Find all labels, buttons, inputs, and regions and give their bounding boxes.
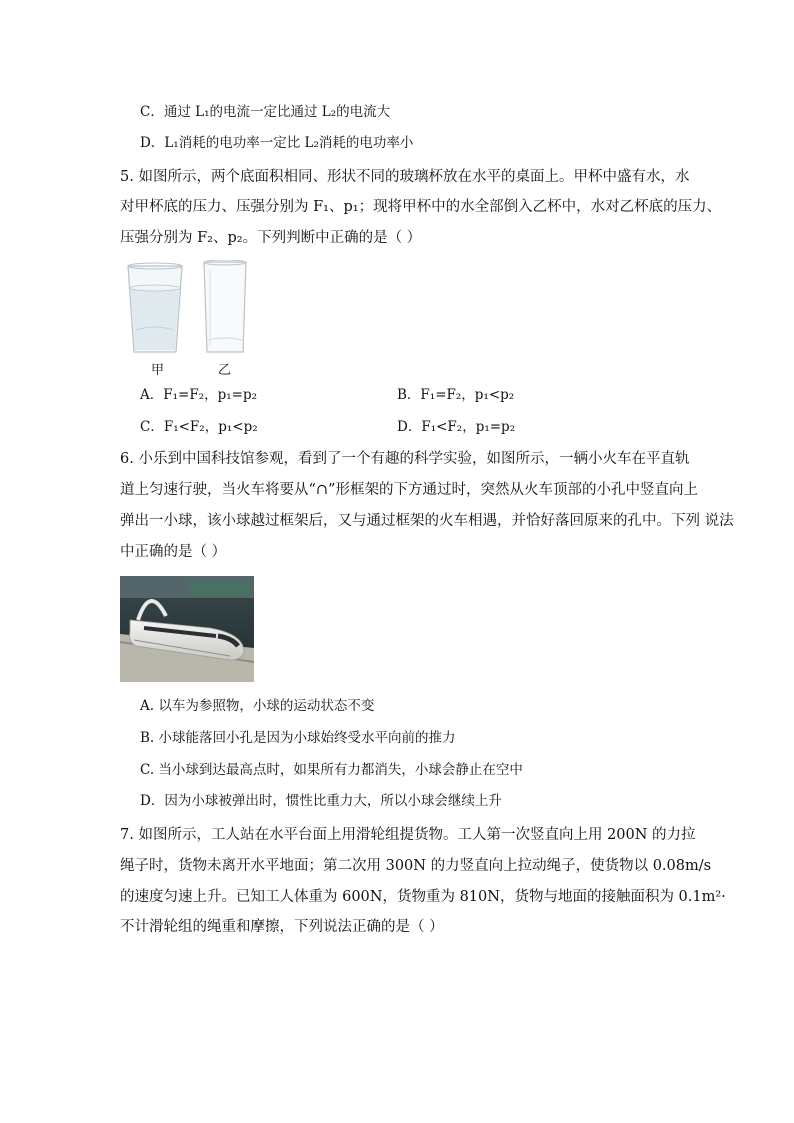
q5-line2: 对甲杯底的压力、压强分别为 F₁、p₁；现将甲杯中的水全部倒入乙杯中，水对乙杯底的压力、 bbox=[120, 199, 722, 215]
label-glass-jia: 甲 bbox=[151, 363, 165, 378]
q6-option-c: C. 当小球到达最高点时，如果所有力都消失，小球会静止在空中 bbox=[140, 762, 523, 778]
glasses-illustration bbox=[124, 260, 254, 360]
q7-line4: 不计滑轮组的绳重和摩擦，下列说法正确的是（ ） bbox=[120, 919, 444, 935]
train-illustration bbox=[120, 576, 254, 682]
q6-line1: 6. 小乐到中国科技馆参观，看到了一个有趣的科学实验，如图所示，一辆小火车在平直轨 bbox=[120, 451, 690, 467]
q6-option-d: D．因为小球被弹出时，惯性比重力大，所以小球会继续上升 bbox=[140, 793, 502, 809]
q6-line2: 道上匀速行驶，当火车将要从“∩”形框架的下方通过时，突然从火车顶部的小孔中竖直向上 bbox=[120, 482, 698, 498]
q7-line1: 7. 如图所示，工人站在水平台面上用滑轮组提货物。工人第一次竖直向上用 200N 的力拉 bbox=[120, 827, 696, 843]
q6-line3: 弹出一小球，该小球越过框架后，又与通过框架的火车相遇，并恰好落回原来的孔中。下列 说法 bbox=[120, 513, 734, 529]
q5-option-d: D．F₁<F₂，p₁=p₂ bbox=[397, 419, 516, 435]
q5-line1: 5. 如图所示，两个底面积相同、形状不同的玻璃杯放在水平的桌面上。甲杯中盛有水，水 bbox=[120, 169, 690, 185]
label-glass-yi: 乙 bbox=[218, 363, 232, 378]
option-c-prev: C．通过 L₁的电流一定比通过 L₂的电流大 bbox=[140, 104, 391, 120]
option-d-prev: D．L₁消耗的电功率一定比 L₂消耗的电功率小 bbox=[140, 135, 414, 151]
q6-option-a: A. 以车为参照物，小球的运动状态不变 bbox=[140, 698, 375, 714]
glasses-figure bbox=[124, 260, 254, 360]
q5-option-b: B．F₁=F₂，p₁<p₂ bbox=[397, 387, 515, 403]
q5-line3: 压强分别为 F₂、p₂。下列判断中正确的是（ ） bbox=[120, 230, 422, 246]
q5-option-a: A．F₁=F₂，p₁=p₂ bbox=[140, 387, 258, 403]
train-photo bbox=[120, 576, 254, 682]
q7-line2: 绳子时，货物未离开水平地面；第二次用 300N 的力竖直向上拉动绳子，使货物以 0.08m/s bbox=[120, 858, 712, 874]
q5-option-c: C．F₁<F₂，p₁<p₂ bbox=[140, 419, 258, 435]
q6-line4: 中正确的是（ ） bbox=[120, 544, 227, 560]
q7-line3: 的速度匀速上升。已知工人体重为 600N，货物重为 810N，货物与地面的接触面积为 0.1m²· bbox=[120, 889, 726, 905]
q6-option-b: B. 小球能落回小孔是因为小球始终受水平向前的推力 bbox=[140, 730, 456, 746]
